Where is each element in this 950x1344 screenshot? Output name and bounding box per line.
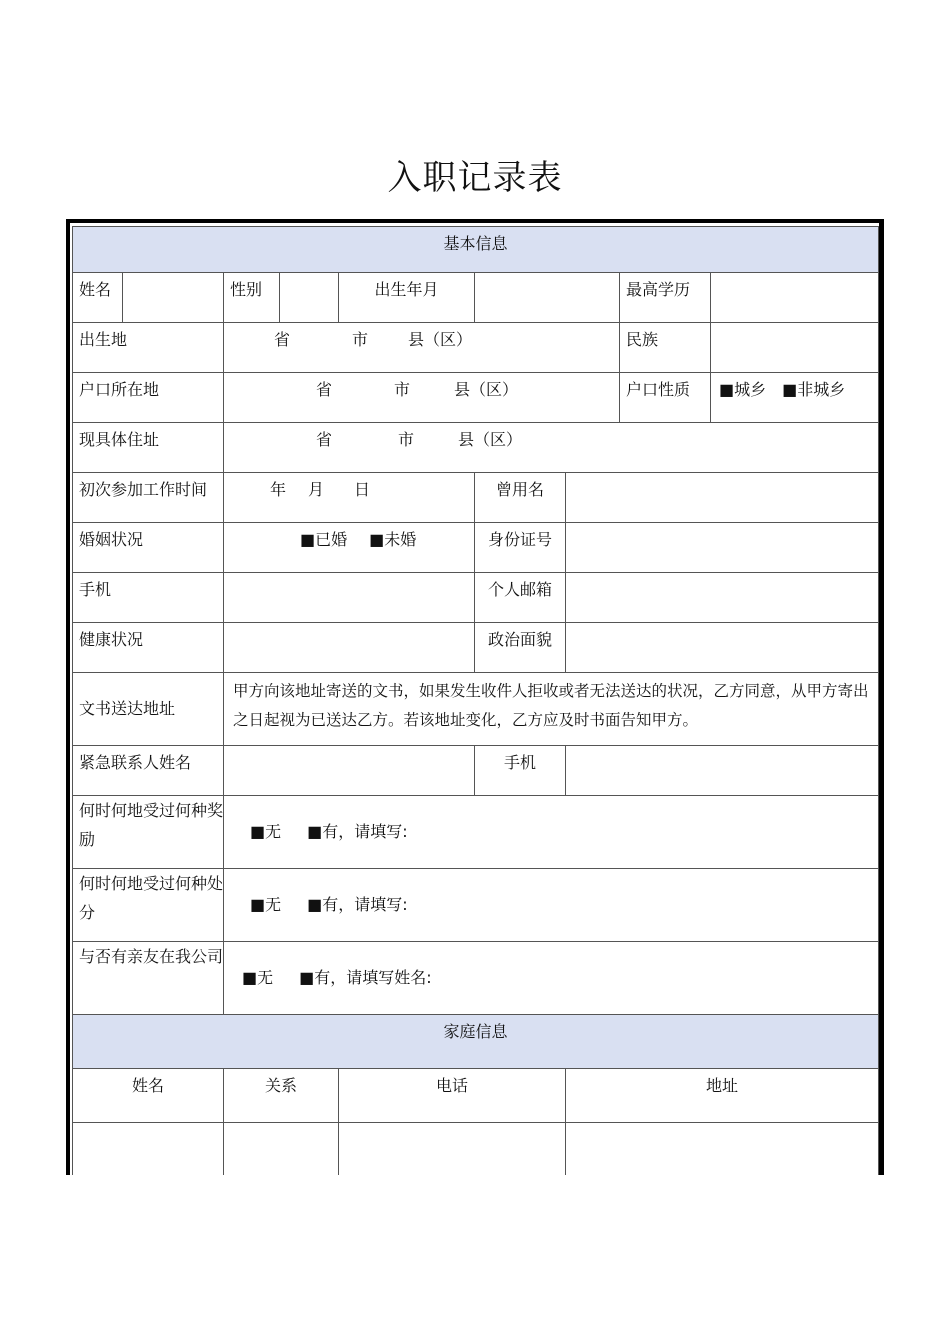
label-ethnicity: 民族 (620, 323, 711, 373)
unit-city: 市 (352, 330, 369, 349)
label-current-address: 现具体住址 (73, 423, 224, 473)
unit-province: 省 (274, 330, 291, 349)
option-punishments-yes[interactable]: ■有，请填写: (307, 895, 408, 914)
field-health[interactable] (224, 623, 475, 673)
field-current-address[interactable] (224, 423, 879, 473)
unit-county: 县（区） (458, 430, 523, 449)
option-awards-none[interactable]: ■无 (250, 822, 282, 841)
option-non-urban-rural[interactable]: ■非城乡 (782, 380, 846, 399)
family-col-phone: 电话 (339, 1069, 566, 1123)
field-emergency-contact[interactable] (224, 746, 475, 796)
field-birthplace[interactable] (224, 323, 620, 373)
field-ethnicity[interactable] (711, 323, 879, 373)
field-name[interactable] (123, 273, 224, 323)
field-mobile[interactable] (224, 573, 475, 623)
label-gender: 性别 (224, 273, 280, 323)
section-family-info: 家庭信息 (73, 1015, 879, 1069)
option-relatives-yes[interactable]: ■有，请填写姓名: (299, 968, 432, 987)
label-education: 最高学历 (620, 273, 711, 323)
label-email: 个人邮箱 (475, 573, 566, 623)
label-punishments: 何时何地受过何种处分 (73, 869, 224, 942)
family-col-relation: 关系 (224, 1069, 339, 1123)
label-marital-status: 婚姻状况 (73, 523, 224, 573)
option-punishments-none[interactable]: ■无 (250, 895, 282, 914)
label-awards: 何时何地受过何种奖励 (73, 796, 224, 869)
field-birth-date[interactable] (475, 273, 620, 323)
label-first-work-time: 初次参加工作时间 (73, 473, 224, 523)
field-former-name[interactable] (566, 473, 879, 523)
unit-city: 市 (394, 380, 411, 399)
unit-county: 县（区） (454, 380, 519, 399)
label-political-status: 政治面貌 (475, 623, 566, 673)
field-id-number[interactable] (566, 523, 879, 573)
field-gender[interactable] (280, 273, 339, 323)
option-awards-yes[interactable]: ■有，请填写: (307, 822, 408, 841)
unit-county: 县（区） (408, 330, 473, 349)
unit-province: 省 (316, 430, 333, 449)
family-cell-name[interactable] (73, 1123, 224, 1176)
label-health: 健康状况 (73, 623, 224, 673)
field-marital-status (224, 523, 475, 573)
entry-form (66, 219, 884, 1175)
unit-year: 年 (270, 480, 287, 499)
label-hukou-type: 户口性质 (620, 373, 711, 423)
family-cell-address[interactable] (566, 1123, 879, 1176)
label-mobile: 手机 (73, 573, 224, 623)
family-col-name: 姓名 (73, 1069, 224, 1123)
field-education[interactable] (711, 273, 879, 323)
form-table (72, 226, 879, 1175)
label-birth-date: 出生年月 (339, 273, 475, 323)
page-title: 入职记录表 (387, 158, 563, 198)
field-political-status[interactable] (566, 623, 879, 673)
field-awards (224, 796, 879, 869)
option-unmarried[interactable]: ■未婚 (369, 530, 417, 549)
family-cell-phone[interactable] (339, 1123, 566, 1176)
label-name: 姓名 (73, 273, 123, 323)
field-email[interactable] (566, 573, 879, 623)
field-hukou-location[interactable] (224, 373, 620, 423)
family-col-address: 地址 (566, 1069, 879, 1123)
field-punishments (224, 869, 879, 942)
option-urban-rural[interactable]: ■城乡 (719, 380, 767, 399)
unit-month: 月 (308, 480, 325, 499)
section-basic-info: 基本信息 (73, 227, 879, 273)
unit-province: 省 (316, 380, 333, 399)
label-relatives: 与否有亲友在我公司 (73, 942, 224, 1015)
label-former-name: 曾用名 (475, 473, 566, 523)
label-id-number: 身份证号 (475, 523, 566, 573)
family-cell-relation[interactable] (224, 1123, 339, 1176)
option-relatives-none[interactable]: ■无 (242, 968, 274, 987)
label-emergency-contact: 紧急联系人姓名 (73, 746, 224, 796)
field-emergency-mobile[interactable] (566, 746, 879, 796)
option-married[interactable]: ■已婚 (300, 530, 348, 549)
label-document-address: 文书送达地址 (73, 673, 224, 746)
field-hukou-type (711, 373, 879, 423)
unit-day: 日 (354, 480, 371, 499)
unit-city: 市 (398, 430, 415, 449)
label-birthplace: 出生地 (73, 323, 224, 373)
document-address-notice: 甲方向该地址寄送的文书，如果发生收件人拒收或者无法送达的状况，乙方同意，从甲方寄出之日起视为已送达乙方。若该地址变化，乙方应及时书面告知甲方。 (224, 673, 879, 746)
label-hukou-location: 户口所在地 (73, 373, 224, 423)
label-emergency-mobile: 手机 (475, 746, 566, 796)
field-relatives (224, 942, 879, 1015)
field-first-work-time[interactable] (224, 473, 475, 523)
